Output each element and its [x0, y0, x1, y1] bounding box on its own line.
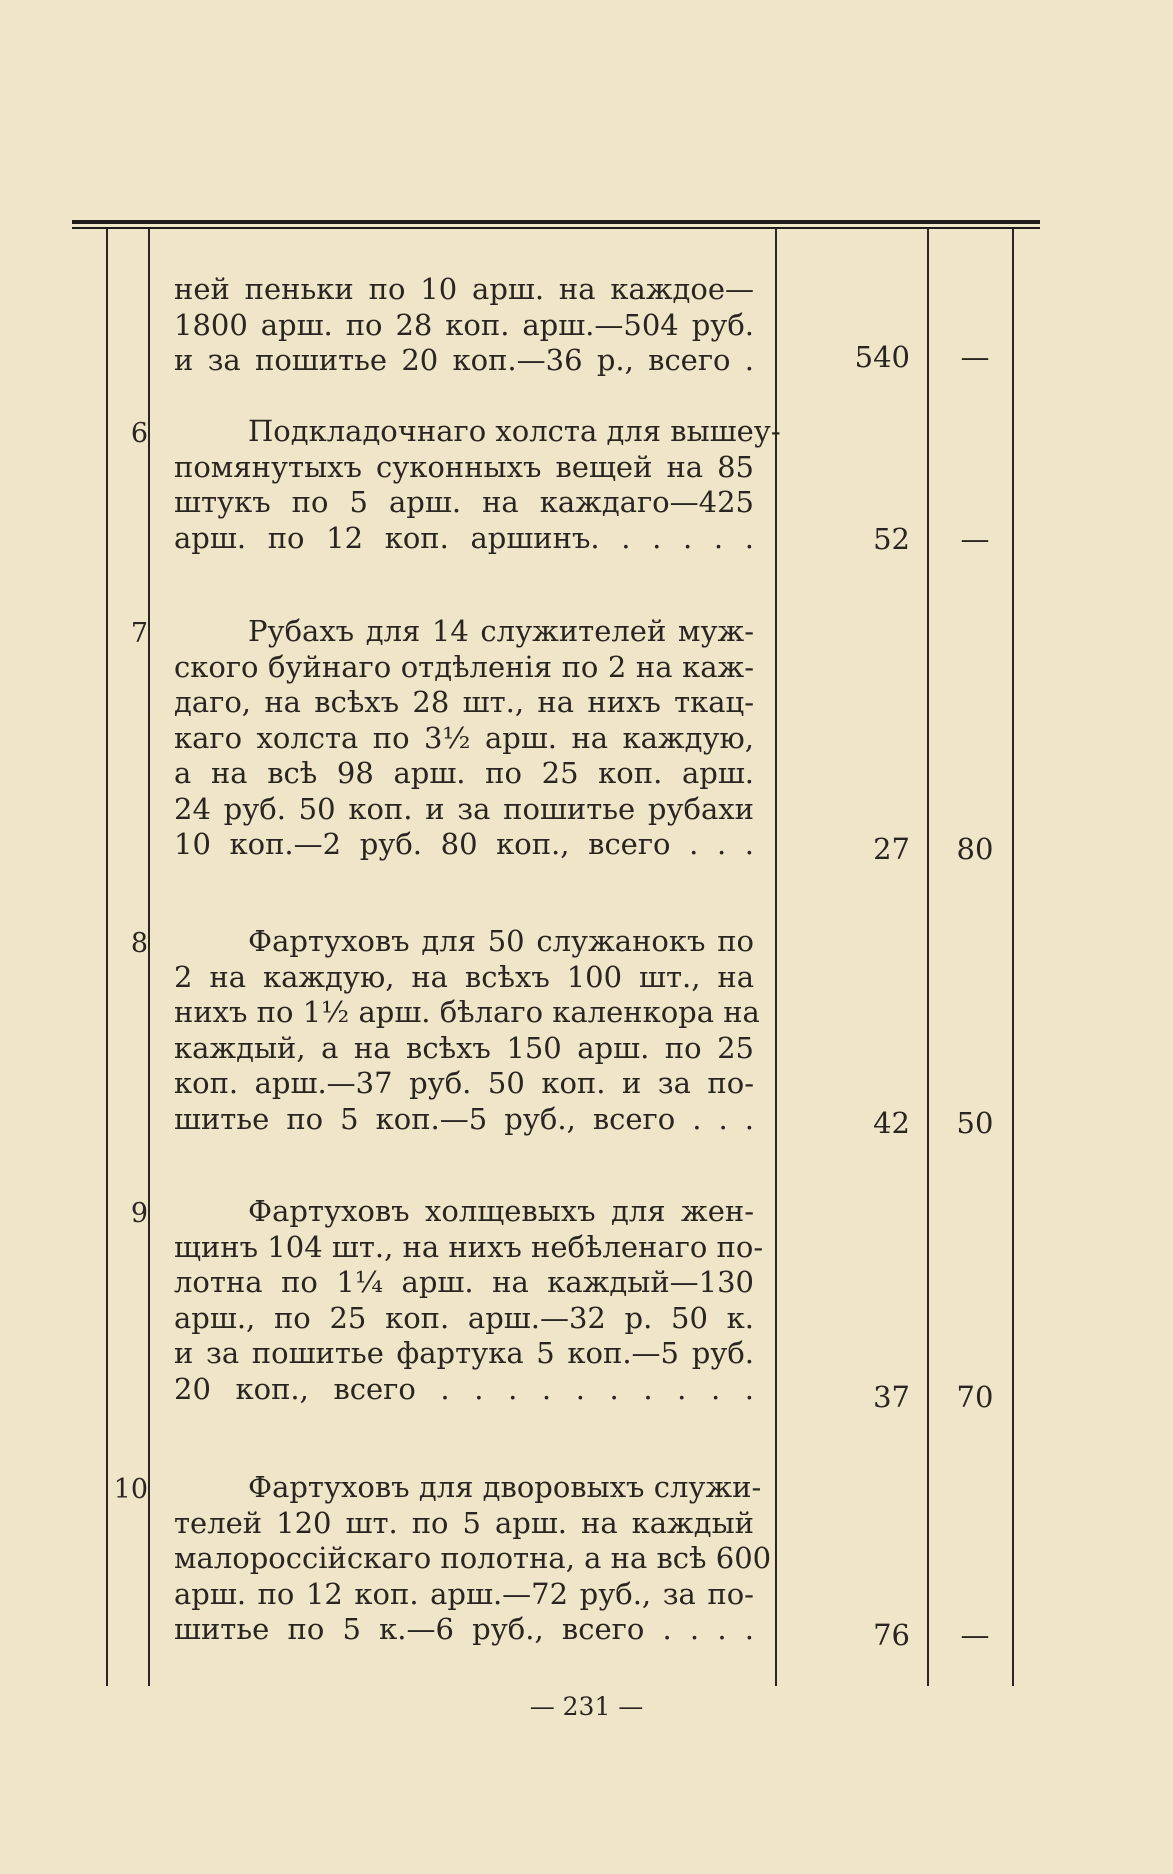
entry-line: 24 руб. 50 коп. и за пошитье рубахи: [174, 791, 754, 826]
entry-line: 20 коп., всего . . . . . . . . . .: [174, 1371, 754, 1406]
entry-line: 1800 арш. по 28 коп. арш.—504 руб.: [174, 307, 754, 342]
rubles-value: 540: [854, 340, 910, 374]
entry-line: Фартуховъ холщевыхъ для жен-: [248, 1194, 754, 1228]
page-number: — 231 —: [529, 1692, 644, 1721]
kopecks-value: —: [960, 1618, 990, 1652]
rubles-value: 52: [873, 522, 910, 556]
entry-line: Фартуховъ для дворовыхъ служи-: [248, 1470, 762, 1504]
rubles-value: 76: [873, 1618, 910, 1652]
entry-text: [174, 414, 781, 556]
kopecks-value: 80: [956, 832, 994, 866]
entry-line: Рубахъ для 14 служителей муж-: [248, 614, 754, 648]
top-rule-thin: [72, 227, 1040, 229]
kopecks-value: —: [960, 522, 990, 556]
entry-line: телей 120 шт. по 5 арш. на каждый: [174, 1505, 754, 1540]
entry-line: шитье по 5 к.—6 руб., всего . . . .: [174, 1612, 754, 1646]
top-rule: [72, 220, 1040, 224]
entry-line: коп. арш.—37 руб. 50 коп. и за по-: [174, 1066, 754, 1100]
column-divider-rubles: [927, 229, 929, 1686]
entry-line: нихъ по 1½ арш. бѣлаго каленкора на: [174, 995, 760, 1029]
entry-line: щинъ 104 шт., на нихъ небѣленаго по-: [174, 1229, 764, 1264]
entry-line: арш., по 25 коп. арш.—32 р. 50 к.: [174, 1300, 754, 1335]
entry-line: Фартуховъ для 50 служанокъ по: [248, 924, 754, 958]
kopecks-value: 50: [956, 1106, 994, 1140]
entry-line: ского буйнаго отдѣленія по 2 на каж-: [174, 649, 754, 684]
entry-line: а на всѣ 98 арш. по 25 коп. арш.: [174, 756, 754, 790]
entry-number: 6: [130, 418, 148, 449]
entry-line: арш. по 12 коп. арш.—72 руб., за по-: [174, 1576, 754, 1611]
entry-text: [174, 1194, 764, 1407]
entry-line: каго холста по 3½ арш. на каждую,: [174, 720, 754, 755]
column-divider-number: [148, 229, 150, 1686]
entry-text: [174, 924, 760, 1137]
entry-line: и за пошитье фартука 5 коп.—5 руб.: [174, 1336, 754, 1370]
rubles-value: 37: [873, 1380, 910, 1414]
table-border-right: [1012, 229, 1014, 1686]
entry-line: каждый, а на всѣхъ 150 арш. по 25: [174, 1030, 754, 1065]
kopecks-value: 70: [956, 1380, 994, 1414]
entry-line: и за пошитье 20 коп.—36 р., всего .: [174, 343, 754, 377]
entry-number: 7: [130, 618, 148, 649]
entry-line: даго, на всѣхъ 28 шт., на нихъ ткац-: [174, 685, 754, 719]
entry-line: штукъ по 5 арш. на каждаго—425: [174, 485, 754, 519]
entry-number: 8: [130, 928, 148, 959]
entry-line: малороссійскаго полотна, а на всѣ 600: [174, 1541, 772, 1575]
entry-line: Подкладочнаго холста для вышеу-: [248, 414, 781, 448]
entry-line: арш. по 12 коп. аршинъ. . . . . .: [174, 520, 754, 555]
entry-line: ней пеньки по 10 арш. на каждое—: [174, 272, 754, 306]
rubles-value: 42: [873, 1106, 910, 1140]
entry-text: [174, 272, 754, 379]
entry-line: лотна по 1¼ арш. на каждый—130: [174, 1265, 754, 1299]
entry-line: помянутыхъ суконныхъ вещей на 85: [174, 449, 754, 484]
entry-number: 10: [113, 1474, 148, 1505]
entry-line: 10 коп.—2 руб. 80 коп., всего . . .: [174, 827, 754, 861]
entry-text: [174, 614, 754, 863]
entry-line: 2 на каждую, на всѣхъ 100 шт., на: [174, 959, 754, 994]
entry-text: [174, 1470, 772, 1648]
kopecks-value: —: [960, 340, 990, 374]
entry-line: шитье по 5 коп.—5 руб., всего . . .: [174, 1101, 754, 1136]
entry-number: 9: [130, 1198, 148, 1229]
rubles-value: 27: [873, 832, 910, 866]
